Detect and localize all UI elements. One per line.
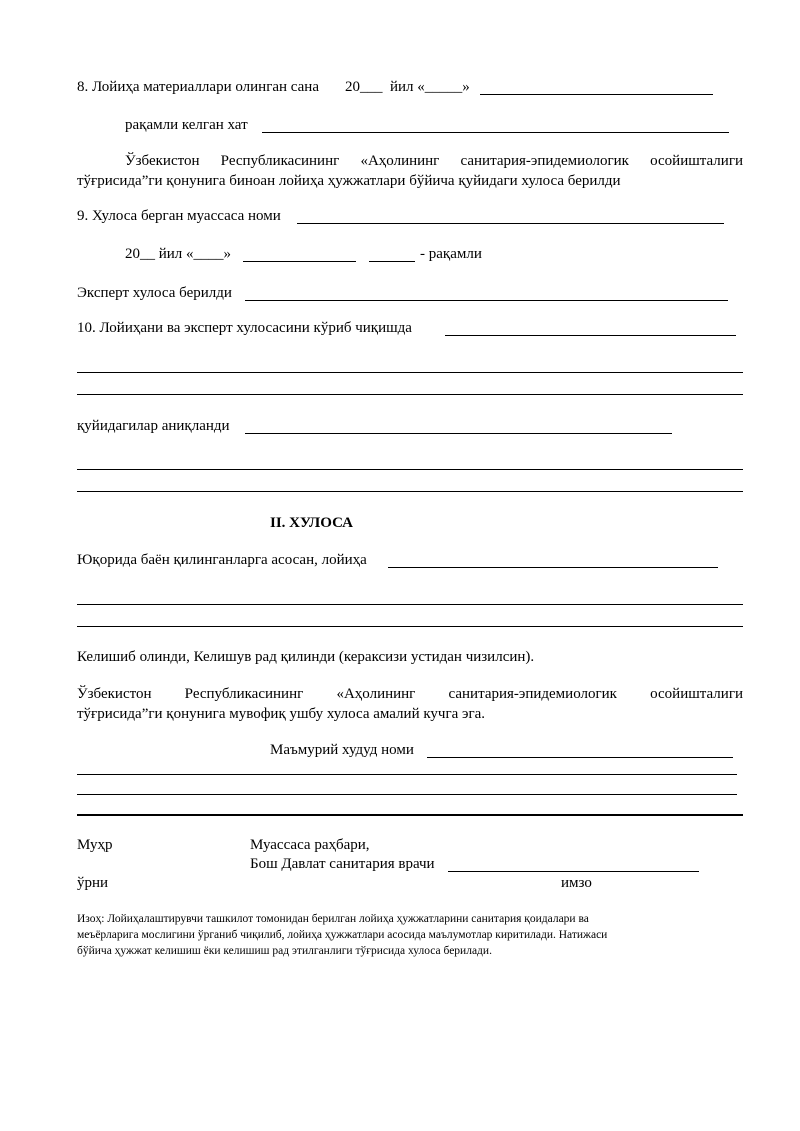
doctor-signature-field[interactable] <box>448 871 699 872</box>
item9-label: 9. Хулоса берган муассаса номи <box>77 208 281 224</box>
item8-year-prefix: 20___ <box>345 79 383 95</box>
note-line3: бўйича ҳужжат келишиш ёки келишиш рад этилганлиги тўғрисида хулоса берилади. <box>77 945 492 957</box>
found-line-1[interactable] <box>77 469 743 470</box>
item10-line-2[interactable] <box>77 394 743 395</box>
section2-admin-field[interactable] <box>427 757 733 758</box>
seal-label: Муҳр <box>77 837 113 853</box>
item9-expert-label: Эксперт хулоса берилди <box>77 285 232 301</box>
item8-letter-label: рақамли келган хат <box>125 117 248 133</box>
note-line1: Изоҳ: Лойиҳалаштирувчи ташкилот томонидан берилган лойиҳа ҳужжатларини санитария қоидалари ва <box>77 913 589 925</box>
law-paragraph-line1: Ўзбекистон Республикасининг «Аҳолининг санитария-эпидемиологик осойишталиги <box>125 153 743 169</box>
item10-label: 10. Лойиҳани ва эксперт хулосасини кўриб чиқишда <box>77 320 412 336</box>
admin-line-1[interactable] <box>77 774 737 775</box>
section2-line-1[interactable] <box>77 604 743 605</box>
item9-institution-field[interactable] <box>297 223 724 224</box>
section2-line-2[interactable] <box>77 626 743 627</box>
item8-date-field[interactable] <box>480 94 713 95</box>
item8-label: 8. Лойиҳа материаллари олинган сана <box>77 79 319 95</box>
law-paragraph-line2: тўғрисида”ги қонунига биноан лойиҳа ҳужжатлари бўйича қуйидаги хулоса берилди <box>77 173 621 189</box>
section2-heading: II. ХУЛОСА <box>270 515 353 531</box>
section2-valid-line2: тўғрисида”ги қонунига мувофиқ ушбу хулоса амалий кучга эга. <box>77 706 486 722</box>
place-label: ўрни <box>77 875 109 891</box>
section2-based-field[interactable] <box>388 567 718 568</box>
item10-line-1[interactable] <box>77 372 743 373</box>
item10-field[interactable] <box>445 335 736 336</box>
item8-letter-field[interactable] <box>262 132 729 133</box>
note-line2: меъёрларига мослигини ўрганиб чиқилиб, лойиҳа ҳужжатлари асосида маълумотлар киритилади. Натижаси <box>77 929 608 941</box>
item9-expert-field[interactable] <box>245 300 728 301</box>
item9-number-field[interactable] <box>369 261 415 262</box>
section2-based-label: Юқорида баён қилинганларга асосан, лойиҳа <box>77 552 367 568</box>
item9-date-field[interactable] <box>243 261 356 262</box>
section2-valid-line1: Ўзбекистон Республикасининг «Аҳолининг санитария-эпидемиологик осойишталиги <box>77 686 743 702</box>
head-label: Муассаса раҳбари, <box>250 837 370 853</box>
section2-admin-label: Маъмурий худуд номи <box>270 742 414 758</box>
item10-found-field[interactable] <box>245 433 672 434</box>
item8-year-word: йил «_____» <box>390 79 470 95</box>
section-divider <box>77 814 743 816</box>
item10-found-label: қуйидагилар аниқланди <box>77 418 230 434</box>
section2-agreed-line: Келишиб олинди, Келишув рад қилинди (кераксизи устидан чизилсин). <box>77 649 535 665</box>
admin-line-2[interactable] <box>77 794 737 795</box>
item9-number-suffix: - рақамли <box>420 246 482 262</box>
doctor-label: Бош Давлат санитария врачи <box>250 856 435 872</box>
item9-date-prefix: 20__ йил «____» <box>125 246 232 262</box>
found-line-2[interactable] <box>77 491 743 492</box>
sign-label: имзо <box>561 875 592 891</box>
